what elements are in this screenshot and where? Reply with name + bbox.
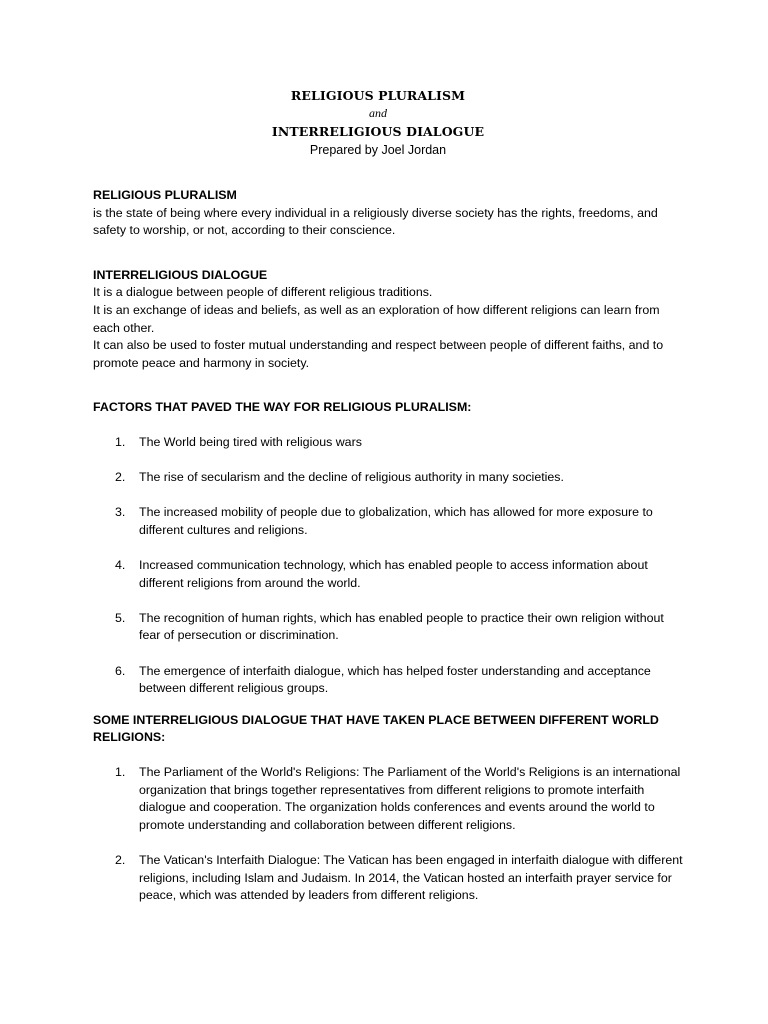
list-number: 2. [115, 853, 126, 867]
list-item-text: The emergence of interfaith dialogue, which has helped foster understanding and acceptance between different religious groups. [139, 663, 651, 696]
list-item [93, 434, 683, 452]
list-item-text: The Parliament of the World's Religions: The Parliament of the World's Religions is an international organization that brings together representatives from different religions to promote interfaith dialogue and cooperation. The organization holds conferences and events around the world to promote understanding and collaboration between different religions. [139, 765, 681, 832]
list-item [93, 557, 683, 592]
document-page [93, 86, 683, 905]
document-subtitle: INTERRELIGIOUS DIALOGUE [271, 124, 485, 139]
document-title: RELIGIOUS PLURALISM [290, 88, 466, 103]
list-number: 1. [115, 765, 126, 780]
list-item [93, 469, 683, 487]
list-item [93, 764, 683, 834]
list-number: 3. [115, 505, 126, 520]
list-item-text: The increased mobility of people due to globalization, which has allowed for more exposure to different cultures and religions. [139, 505, 653, 537]
list-item [93, 504, 683, 539]
list-item-text: The World being tired with religious wars [139, 434, 362, 449]
list-item-text: The rise of secularism and the decline of religious authority in many societies. [139, 470, 564, 485]
list-item-text: The recognition of human rights, which has enabled people to practice their own religion without fear of persecution or discrimination. [139, 610, 664, 643]
factors-heading: FACTORS THAT PAVED THE WAY FOR RELIGIOUS PLURALISM: [93, 400, 472, 415]
title-block [83, 86, 673, 159]
list-item-text: The Vatican's Interfaith Dialogue: The Vatican has been engaged in interfaith dialogue with different religions, including Islam and Judaism. In 2014, the Vatican hosted an interfaith prayer service for peace, which was attended by leaders from different religions. [139, 853, 683, 903]
examples-section [93, 712, 683, 905]
list-item [93, 663, 683, 698]
title-conjunction: and [369, 106, 387, 120]
pluralism-section [93, 187, 683, 240]
list-item-text: Increased communication technology, which has enabled people to access information about different religions from around the world. [139, 558, 648, 590]
dialogue-line: It is a dialogue between people of different religious traditions. [93, 285, 433, 300]
factors-section [93, 399, 683, 698]
list-number: 2. [115, 470, 126, 485]
list-item [93, 852, 683, 905]
list-number: 6. [115, 663, 126, 678]
examples-list [93, 764, 683, 905]
pluralism-heading: RELIGIOUS PLURALISM [93, 188, 237, 202]
examples-heading: SOME INTERRELIGIOUS DIALOGUE THAT HAVE TAKEN PLACE BETWEEN DIFFERENT WORLD RELIGIONS: [93, 712, 659, 745]
list-number: 4. [115, 558, 126, 573]
author-line: Prepared by Joel Jordan [309, 143, 447, 157]
list-number: 5. [115, 610, 126, 625]
dialogue-heading: INTERRELIGIOUS DIALOGUE [93, 267, 268, 282]
factors-list [93, 434, 683, 698]
pluralism-definition: is the state of being where every individual in a religiously diverse society has the rights, freedoms, and safety to worship, or not, according to their conscience. [93, 205, 658, 238]
list-item [93, 610, 683, 645]
dialogue-section [93, 267, 683, 373]
dialogue-line: It can also be used to foster mutual understanding and respect between people of different faiths, and to promote peace and harmony in society. [93, 338, 664, 370]
dialogue-line: It is an exchange of ideas and beliefs, as well as an exploration of how different religions can learn from each other. [93, 302, 660, 335]
list-number: 1. [115, 434, 126, 449]
